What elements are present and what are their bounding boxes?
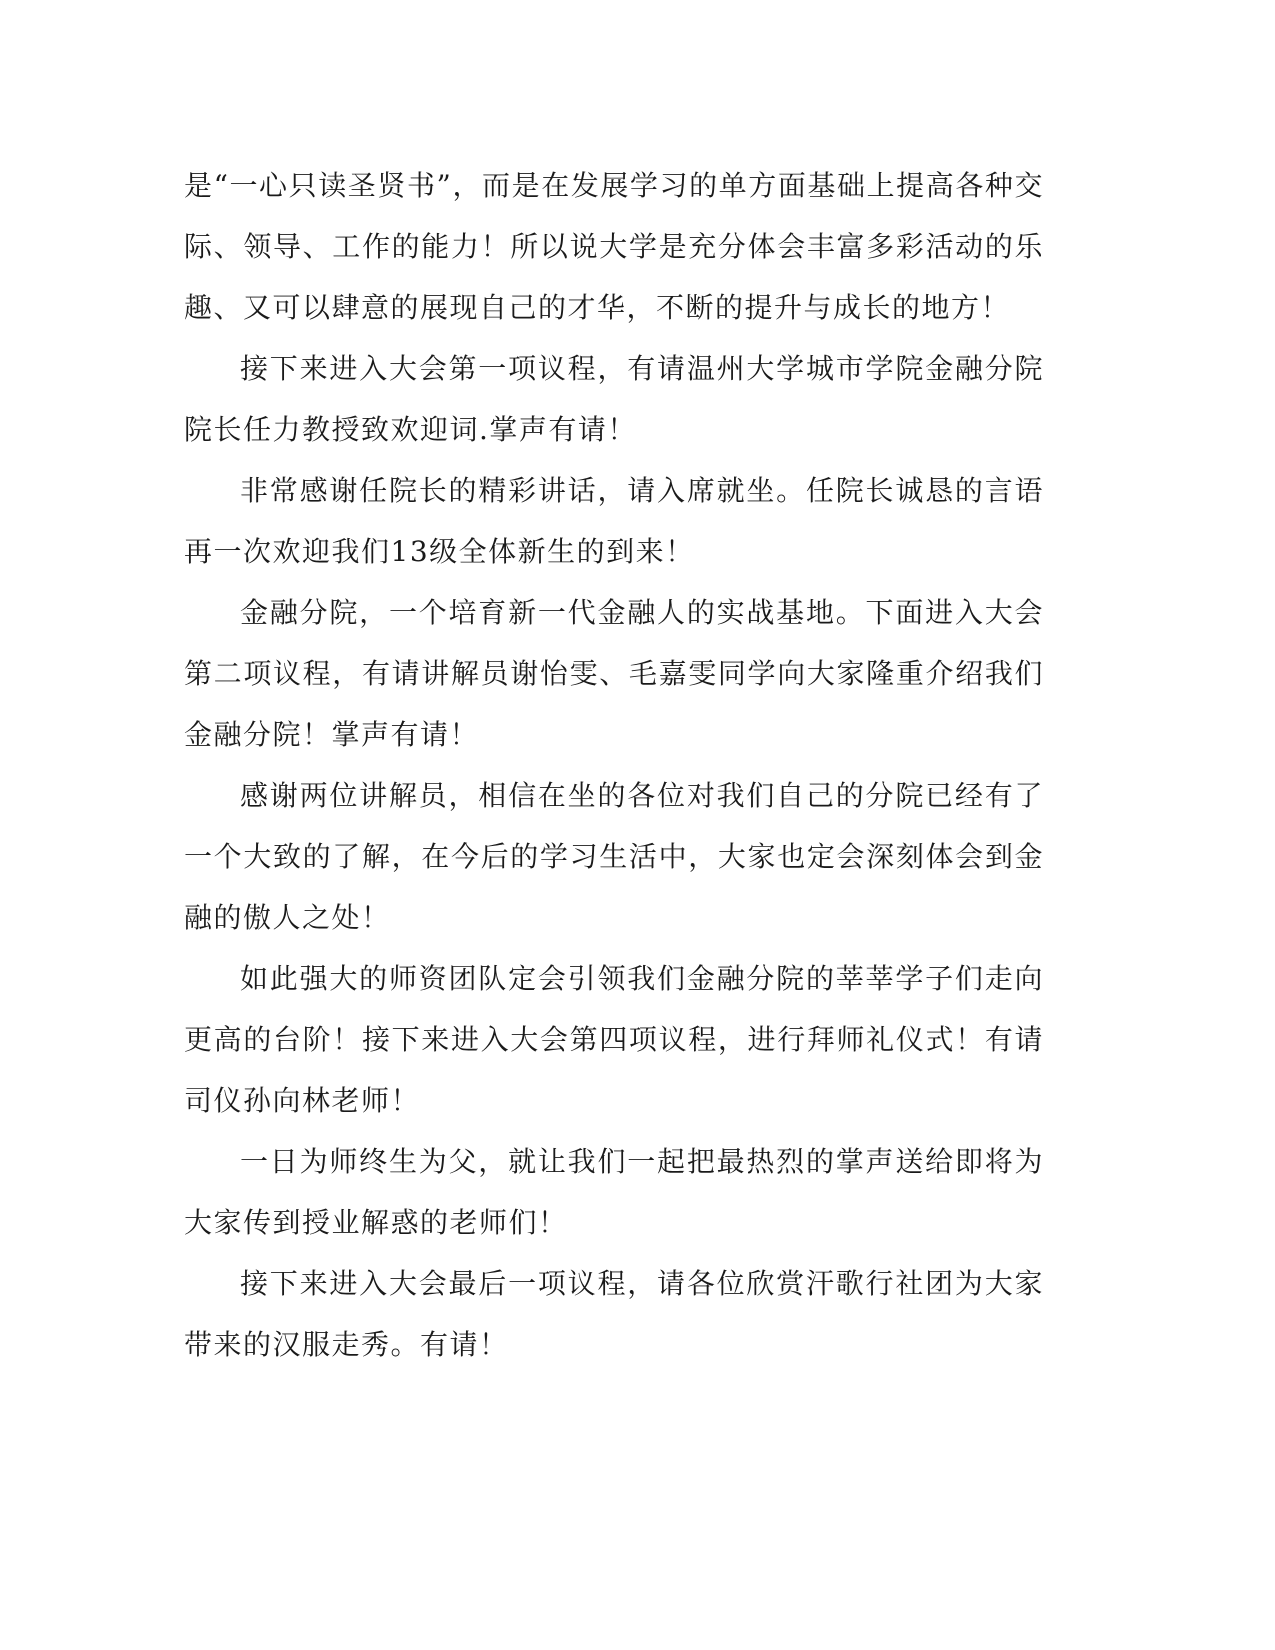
document-body (184, 155, 1044, 1375)
paragraph-3: 非常感谢任院长的精彩讲话，请入席就坐。任院长诚恳的言语再一次欢迎我们13级全体新生的到来！ (184, 474, 1044, 568)
paragraph-2: 接下来进入大会第一项议程，有请温州大学城市学院金融分院院长任力教授致欢迎词.掌声有请！ (184, 352, 1044, 446)
paragraph-4: 金融分院，一个培育新一代金融人的实战基地。下面进入大会第二项议程，有请讲解员谢怡雯、毛嘉雯同学向大家隆重介绍我们金融分院！掌声有请！ (184, 596, 1044, 751)
paragraph-7: 一日为师终生为父，就让我们一起把最热烈的掌声送给即将为大家传到授业解惑的老师们！ (184, 1145, 1044, 1239)
paragraph-1: 是“一心只读圣贤书”，而是在发展学习的单方面基础上提高各种交际、领导、工作的能力！所以说大学是充分体会丰富多彩活动的乐趣、又可以肆意的展现自己的才华，不断的提升与成长的地方！ (184, 169, 1044, 324)
paragraph-6: 如此强大的师资团队定会引领我们金融分院的莘莘学子们走向更高的台阶！接下来进入大会第四项议程，进行拜师礼仪式！有请司仪孙向林老师！ (184, 962, 1044, 1117)
paragraph-5: 感谢两位讲解员，相信在坐的各位对我们自己的分院已经有了一个大致的了解，在今后的学习生活中，大家也定会深刻体会到金融的傲人之处！ (184, 779, 1044, 934)
paragraph-8: 接下来进入大会最后一项议程，请各位欣赏汗歌行社团为大家带来的汉服走秀。有请！ (184, 1267, 1044, 1361)
